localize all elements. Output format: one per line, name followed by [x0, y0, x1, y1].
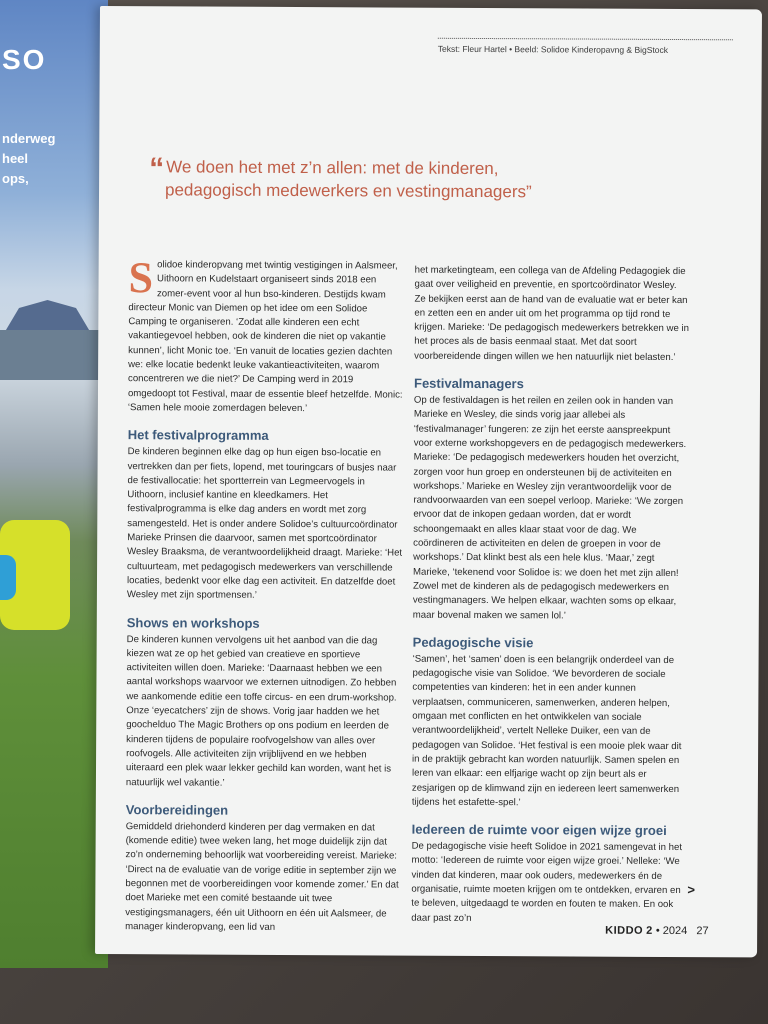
previous-page-text-fragment: heel — [2, 151, 29, 166]
article-credits: Tekst: Fleur Hartel • Beeld: Solidoe Kinderopavng & BigStock — [437, 43, 669, 55]
article-column-left — [125, 253, 404, 938]
body-paragraph: De kinderen beginnen elke dag op hun eigen bso-locatie en vertrekken dan per fiets, lopend, met touringcars of busjes naar de festivallocatie: het sportterrein van Legmeervogels in Uithoorn, inclusief kantine en kleedkamers. Het festivalprogramma is elke dag anders en wordt met zorg samengesteld. Het is onder andere Solidoe’s cultuurcoördinator Marieke Prinsen die daarvoor, samen met sportcoördinator Wesley Braaksma, de verantwoordelijkheid draagt. Marieke: ‘Het cultuurteam, met pedagogisch medewerkers van verschillende locaties, bedenkt voor elke dag een activiteit. En datzelfde doet Wesley met zijn sportmensen.’ — [126, 446, 403, 602]
previous-page-text-fragment: ops, — [2, 171, 29, 186]
magazine-page — [95, 6, 762, 957]
article-column-right — [411, 264, 689, 929]
body-paragraph: De pedagogische visie heeft Solidoe in 2021 samengevat in het motto: ‘Iedereen de ruimte voor eigen wijze groei.’ Nelleke: ‘We vinden dat kinderen, maar ook ouders, medewerkers én de organisatie, ruimte moeten krijgen om te ontdekken, ervaren en te beleven, uitgedaagd te worden en fouten te maken. En ook daar past zo’n — [411, 840, 683, 924]
magazine-brand: KIDDO — [605, 924, 644, 937]
intro-text: olidoe kinderopvang met twintig vestigingen in Aalsmeer, Uithoorn en Kudelstaart organiseert sinds 2018 een zomer-event voor al hun bso-kinderen. Destijds kwam directeur Monic van Diemen op het idee om een Solidoe Camping te organiseren. ‘Zodat alle kinderen een echt vakantiegevoel hebben, ook de kinderen die niet op vakantie kunnen’, licht Monic toe. ‘En vanuit de locaties gezien dachten we: elke locatie bedenkt leuke vakantieactiviteiten, waarom concentreren we die niet?’ De Camping werd in 2019 omgedoopt tot Festival, maar de essentie bleef hetzelfde. Monic: ‘Samen hele mooie zomerdagen beleven.’ — [127, 259, 403, 415]
intro-paragraph — [127, 253, 404, 417]
section-heading: Voorbereidingen — [125, 801, 229, 818]
body-paragraph: ‘Samen’, het ‘samen’ doen is een belangrijk onderdeel van de pedagogische visie van Solidoe. ‘We bevorderen de sociale competenties van kinderen: het in een ander kunnen verplaatsen, communiceren, samenwerken, anderen helpen, omgaan met conflicten en het ontwikkelen van sociale verantwoordelijkheid’, vertelt Nelleke Duiker, een van de pedagogen van Solidoe. ‘Het festival is een mooie plek waar dit in de praktijk gebracht kan worden natuurlijk. Samen spelen en leren van elkaar: een elfjarige wacht op zijn beurt als er zesjarigen op de klimwand zijn en iedereen leert samenwerken tijdens het estafette-spel.’ — [411, 653, 682, 809]
credits-divider — [438, 38, 733, 41]
drop-cap: S — [128, 253, 154, 303]
body-paragraph: Op de festivaldagen is het reilen en zeilen ook in handen van Marieke en Wesley, die sinds vorig jaar allebei als ‘festivalmanager’ fungeren: ze zijn het eerste aanspreekpunt voor externe workshopgevers en de pedagogisch medewerkers. Marieke: ‘De pedagogisch medewerkers houden het overzicht, zorgen voor hun groep en ondersteunen bij de activiteiten en workshops.’ Marieke en Wesley zijn verantwoordelijk voor de randvoorwaarden van een soepel verloop. Marieke: ‘We zorgen ervoor dat de inkopen gedaan worden, dat er wordt schoongemaakt en alles klaar staat voor de dag. We coördineren de activiteiten en delen de groepen in voor de workshops.’ Dat klinkt best als een hele klus. ‘Maar,’ zegt Marieke, ‘tekenend voor Solidoe is: we doen het met zijn allen! Zowel met de kinderen als de pedagogisch medewerkers en vestingmanagers. We helpen elkaar, wachten soms op elkaar, maar bovenal maken we samen lol.’ — [412, 394, 687, 621]
section-heading: Pedagogische visie — [412, 634, 534, 651]
body-paragraph: Gemiddeld driehonderd kinderen per dag vermaken en dat (komende editie) twee weken lang, het moge duidelijk zijn dat zo’n onderneming behoorlijk wat voorbereiding vereist. Marieke: ‘Direct na de evaluatie van de vorige editie in september zijn we begonnen met de voorbereidingen voor komende zomer.’ En dat doet Marieke met een comité bestaande uit twee vestigingsmanagers, één uit Uithoorn en één uit Aalsmeer, de manager kinderopvang, een lid van — [125, 820, 399, 933]
continue-arrow-icon: > — [687, 882, 696, 898]
body-paragraph: het marketingteam, een collega van de Afdeling Pedagogiek die gaat over veiligheid en preventie, en sportcoördinator Wesley. Ze bekijken eerst aan de hand van de evaluatie wat er beter kan en zetten een en ander uit om het programma op tijd rond te krijgen. Marieke: ‘De pedagogisch medewerkers betrekken we in het proces als de basis eenmaal staat. Met dat soort voorbereidende dingen willen we hen natuurlijk niet belasten.’ — [414, 264, 689, 363]
play-equipment-image — [0, 555, 16, 600]
issue-number: 2 — [646, 924, 653, 937]
section-heading: Festivalmanagers — [413, 375, 524, 392]
quote-mark: “ — [149, 152, 165, 186]
pull-quote-line: We doen het met z’n allen: met de kinderen, — [166, 157, 499, 179]
pull-quote — [149, 152, 629, 203]
previous-page — [0, 0, 108, 968]
body-paragraph: De kinderen kunnen vervolgens uit het aanbod van die dag kiezen wat ze op het gebied van creatieve en sportieve activiteiten willen doen. Marieke: ‘Daarnaast hebben we een aantal workshops waarvoor we externen uitnodigen. Zo hebben we aankomende editie een toffe circus- en een drum-workshop. Onze ‘eyecatchers’ zijn de shows. Vorig jaar hadden we het goochelduo The Magic Brothers op ons podium en leerden de kinderen tijdens de populaire roofvogelshow van alles over roofvogels. Alle activiteiten zijn vrijblijvend en we hebben uiteraard een plek waar lekker gechild kan worden, want het is natuurlijk wel vakantie.’ — [125, 633, 397, 789]
previous-page-text-fragment: nderweg — [2, 131, 56, 146]
footer-separator: • — [655, 924, 660, 937]
tent-image — [0, 330, 100, 380]
issue-year: 2024 — [662, 924, 688, 938]
page-number: 27 — [696, 925, 709, 938]
page-footer — [605, 925, 708, 938]
pull-quote-line: pedagogisch medewerkers en vestingmanagers” — [164, 180, 532, 202]
section-heading: Iedereen de ruimte voor eigen wijze groei — [411, 821, 667, 839]
section-heading: Het festivalprogramma — [127, 427, 269, 444]
section-heading: Shows en workshops — [126, 614, 260, 631]
previous-page-title-fragment: SO — [2, 44, 47, 75]
